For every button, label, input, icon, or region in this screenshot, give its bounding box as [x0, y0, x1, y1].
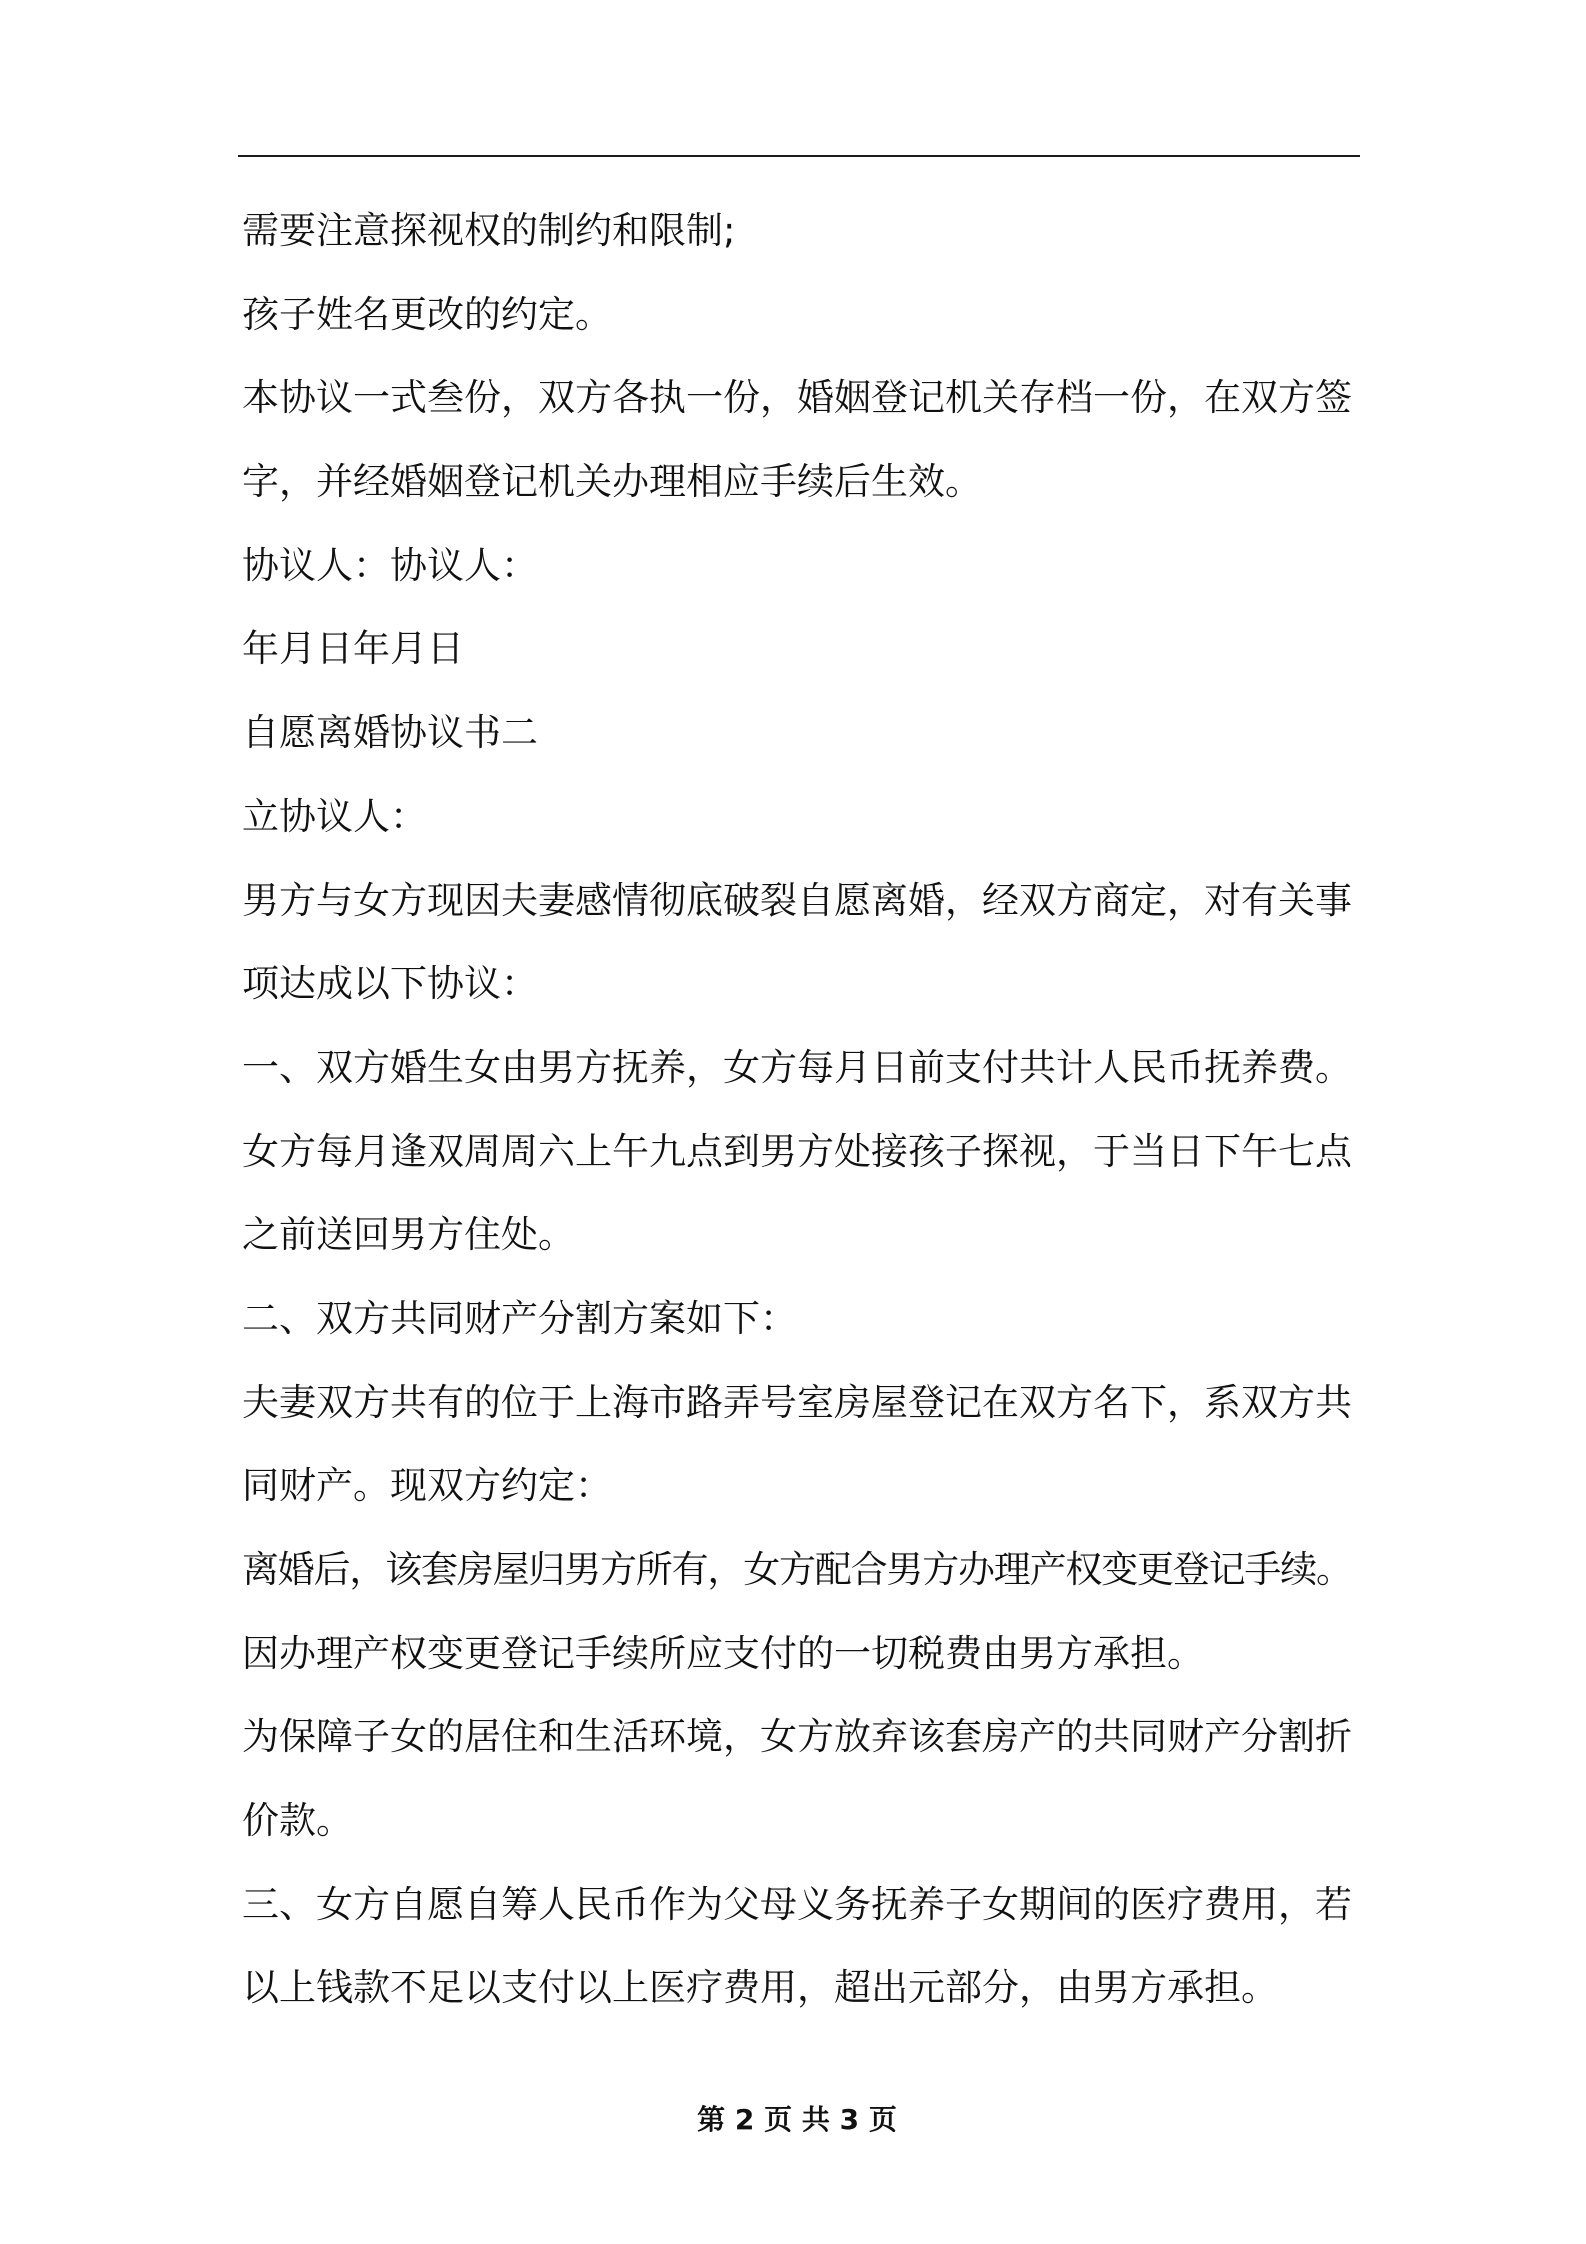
page-number-footer: 第 2 页 共 3 页 — [697, 2103, 897, 2136]
text-line: 字，并经婚姻登记机关办理相应手续后生效。 — [242, 460, 982, 504]
text-line: 年月日年月日 — [242, 627, 464, 671]
text-line: 为保障子女的居住和生活环境，女方放弃该套房产的共同财产分割折 — [242, 1715, 1352, 1759]
text-line: 离婚后，该套房屋归男方所有，女方配合男方办理产权变更登记手续。 — [242, 1548, 1352, 1591]
clause-line: 一、双方婚生女由男方抚养，女方每月日前支付共计人民币抚养费。 — [242, 1045, 1352, 1089]
text-line: 项达成以下协议： — [242, 962, 538, 1006]
text-line: 孩子姓名更改的约定。 — [242, 292, 612, 336]
text-line: 同财产。现双方约定： — [242, 1464, 612, 1508]
text-line: 夫妻双方共有的位于上海市路弄号室房屋登记在双方名下，系双方共 — [242, 1380, 1352, 1424]
text-line: 协议人：协议人： — [242, 543, 538, 587]
section-title: 自愿离婚协议书二 — [242, 711, 538, 755]
text-line: 价款。 — [242, 1799, 353, 1843]
document-body — [242, 189, 1362, 2030]
text-line: 以上钱款不足以支付以上医疗费用，超出元部分，由男方承担。 — [242, 1966, 1278, 2010]
text-line: 立协议人： — [242, 794, 427, 838]
text-line: 因办理产权变更登记手续所应支付的一切税费由男方承担。 — [242, 1631, 1204, 1675]
clause-line: 二、双方共同财产分割方案如下： — [242, 1296, 797, 1340]
clause-line: 三、女方自愿自筹人民币作为父母义务抚养子女期间的医疗费用，若 — [242, 1882, 1352, 1926]
header-rule — [238, 155, 1360, 157]
text-line: 男方与女方现因夫妻感情彻底破裂自愿离婚，经双方商定，对有关事 — [242, 878, 1352, 922]
text-line: 之前送回男方住处。 — [242, 1213, 575, 1257]
text-line: 需要注意探视权的制约和限制; — [242, 209, 736, 252]
text-line: 本协议一式叁份，双方各执一份，婚姻登记机关存档一份，在双方签 — [242, 376, 1352, 420]
text-line: 女方每月逢双周周六上午九点到男方处接孩子探视，于当日下午七点 — [242, 1129, 1352, 1173]
